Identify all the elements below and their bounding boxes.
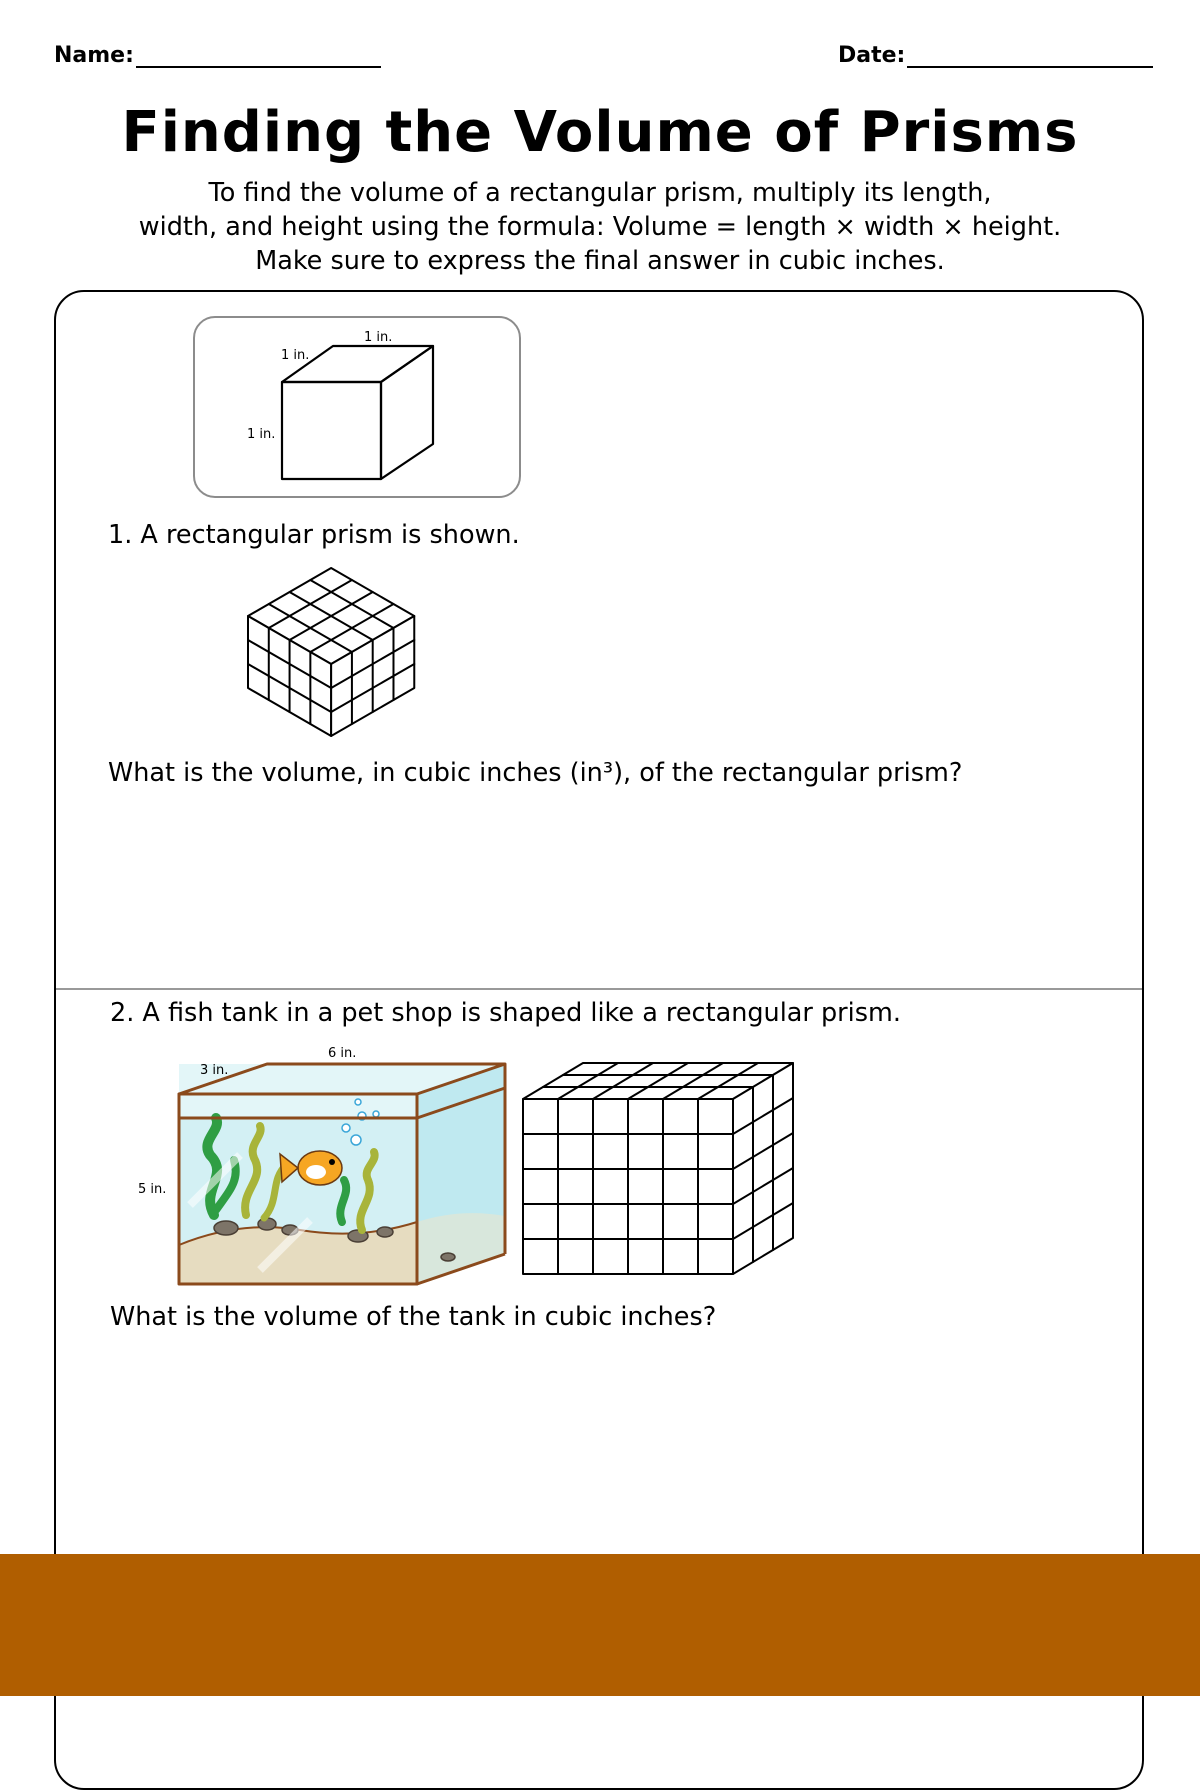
tank-length-label: 6 in.	[328, 1046, 357, 1061]
tank-side-sand	[417, 1213, 505, 1284]
q1-statement: 1. A rectangular prism is shown.	[108, 520, 520, 550]
cube-side-label: 1 in.	[281, 348, 310, 363]
name-blank[interactable]	[136, 40, 381, 68]
instructions-line-2: width, and height using the formula: Volume = length × width × height.	[138, 212, 1062, 242]
tank-height-label: 5 in.	[138, 1182, 167, 1197]
question-divider	[56, 988, 1142, 990]
page-title: Finding the Volume of Prisms	[121, 100, 1079, 165]
q1-question: What is the volume, in cubic inches (in³), of the rectangular prism?	[108, 758, 963, 788]
instructions-line-3: Make sure to express the final answer in cubic inches.	[255, 246, 945, 276]
name-label: Name:	[54, 43, 134, 68]
instructions-line-1: To find the volume of a rectangular prism, multiply its length,	[208, 178, 992, 208]
unit-cube-figure	[193, 316, 521, 498]
date-label: Date:	[838, 43, 906, 68]
instructions	[0, 176, 1200, 278]
cube-front-face	[282, 382, 381, 479]
grid-side-face	[733, 1063, 793, 1274]
cube-side-face	[381, 346, 433, 479]
q2-cube-grid-figure	[520, 1060, 805, 1295]
date-field[interactable]	[838, 40, 1153, 68]
q1-cube-grid-figure	[240, 560, 460, 755]
date-blank[interactable]	[907, 40, 1153, 68]
name-field[interactable]	[54, 40, 381, 68]
q2-question: What is the volume of the tank in cubic inches?	[110, 1302, 717, 1332]
footer-band	[0, 1554, 1200, 1696]
tank-width-label: 3 in.	[200, 1063, 229, 1078]
cube-height-label: 1 in.	[247, 427, 276, 442]
fish-tank-figure	[130, 1040, 515, 1292]
cube-top-label: 1 in.	[364, 330, 393, 345]
q2-statement: 2. A fish tank in a pet shop is shaped like a rectangular prism.	[110, 998, 901, 1028]
